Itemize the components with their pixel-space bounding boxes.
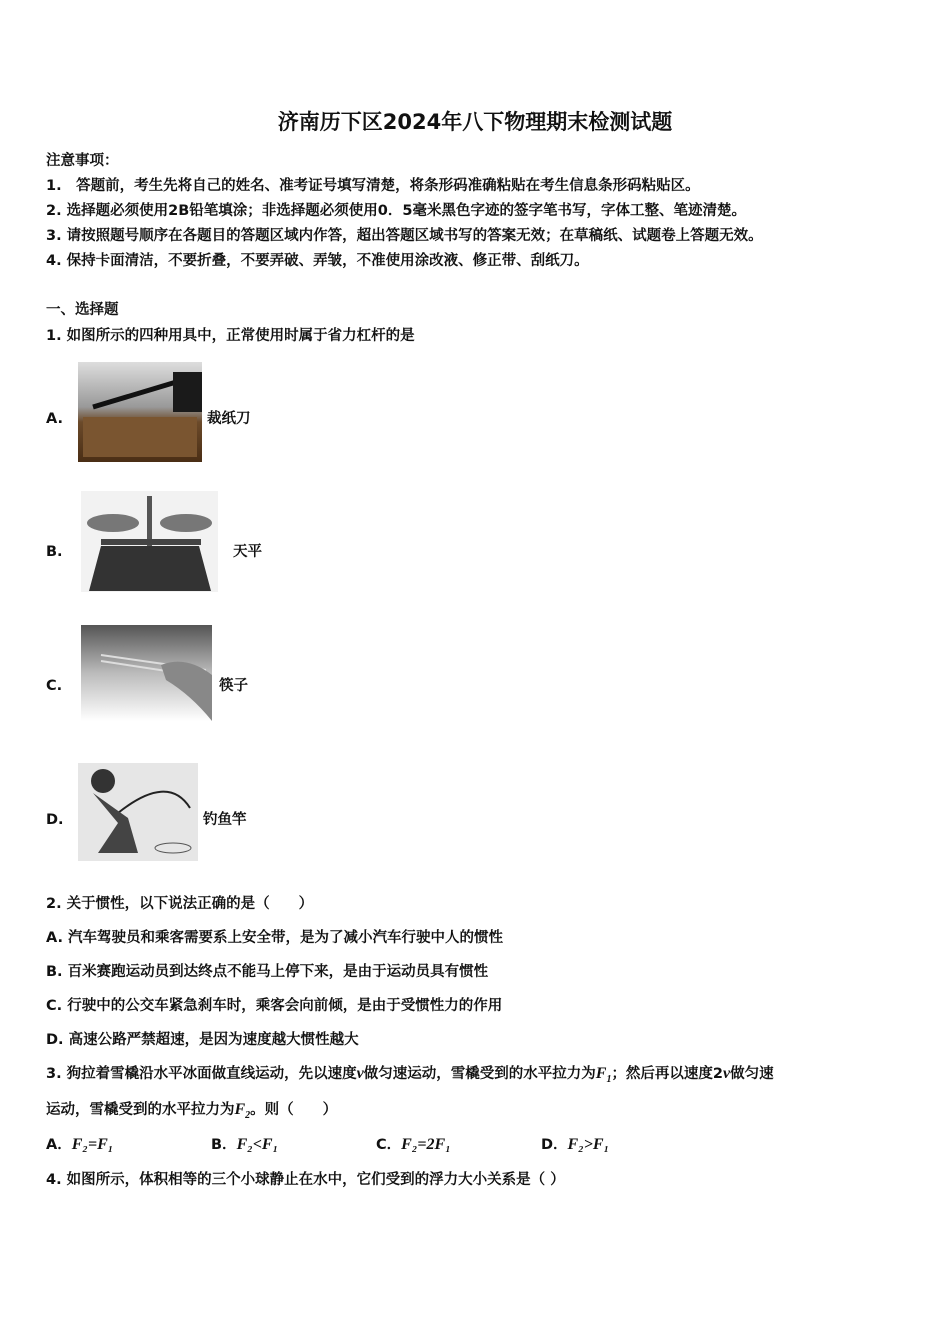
q3-var: v [356,1065,364,1082]
question-3-line-1 [46,1065,774,1089]
option-label: 裁纸刀 [207,411,251,427]
question-3-option: A．F₂=F₁ [46,1136,114,1153]
question-2-stem: 2. 关于惯性，以下说法正确的是（ ） [46,896,314,912]
option-label: 钓鱼竿 [203,812,247,828]
fishing-rod-image [78,763,198,861]
question-2-option: A. 汽车驾驶员和乘客需要系上安全带，是为了减小汽车行驶中人的惯性 [46,930,504,946]
q3-var: $F_2$ [234,1101,251,1122]
note-item: 2. 选择题必须使用2B铅笔填涂；非选择题必须使用0．5毫米黑色字迹的签字笔书写，字体工整、笔迹清楚。 [46,203,746,219]
note-item: 3. 请按照题号顺序在各题目的答题区域内作答，超出答题区域书写的答案无效；在草稿纸、试题卷上答题无效。 [46,228,763,244]
question-2-option: D. 高速公路严禁超速，是因为速度越大惯性越大 [46,1032,359,1048]
q3-var: v [723,1065,731,1082]
question-3-option: B．F₂<F₁ [211,1136,279,1153]
q3-text: 做匀速运动，雪橇受到的水平拉力为 [363,1066,596,1082]
q3-var: $F_1$ [595,1065,612,1086]
option-label: 筷子 [219,678,248,694]
note-item: 4. 保持卡面清洁，不要折叠，不要弄破、弄皱，不准使用涂改液、修正带、刮纸刀。 [46,253,589,269]
option-letter: D. [46,812,64,828]
paper-cutter-image [78,362,202,462]
q3-text: ；然后再以速度2 [611,1066,724,1082]
q3-text: 。则（ ） [250,1102,338,1118]
page-title: 济南历下区2024年八下物理期末检测试题 [277,110,673,134]
section-heading: 一、选择题 [46,302,119,318]
note-item: 1. 答题前，考生先将自己的姓名、准考证号填写清楚，将条形码准确粘贴在考生信息条形码粘贴区。 [46,178,700,194]
question-3-option: C．F₂=2F₁ [376,1136,451,1153]
question-2-option: B. 百米赛跑运动员到达终点不能马上停下来，是由于运动员具有惯性 [46,964,489,980]
notes-heading: 注意事项： [46,153,119,169]
question-3-option: D．F₂>F₁ [541,1136,610,1153]
q3-text: 运动，雪橇受到的水平拉力为 [46,1102,235,1118]
question-1-stem: 1. 如图所示的四种用具中，正常使用时属于省力杠杆的是 [46,328,415,344]
option-letter: B. [46,544,63,560]
option-letter: A. [46,411,63,427]
balance-scale-image [81,491,218,592]
q3-text: 3. 狗拉着雪橇沿水平冰面做直线运动，先以速度 [46,1066,357,1082]
question-2-option: C. 行驶中的公交车紧急刹车时，乘客会向前倾，是由于受惯性力的作用 [46,998,503,1014]
q3-text: 做匀速 [730,1066,774,1082]
option-letter: C. [46,678,63,694]
option-label: 天平 [233,544,262,560]
question-4-stem: 4. 如图所示，体积相等的三个小球静止在水中，它们受到的浮力大小关系是（ ） [46,1172,565,1188]
question-3-line-2 [46,1101,337,1125]
chopsticks-image [81,625,212,721]
